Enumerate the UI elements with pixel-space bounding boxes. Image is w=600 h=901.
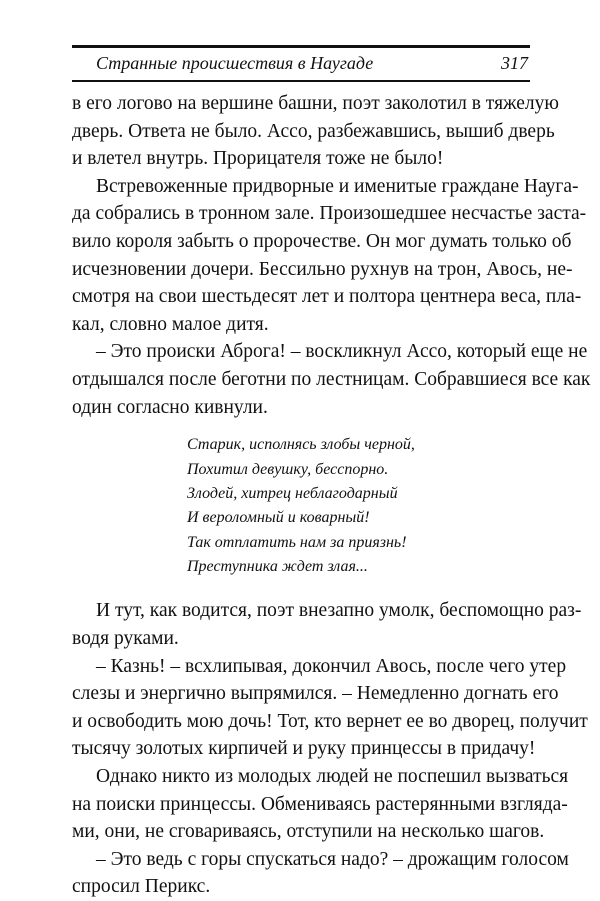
header-bottom-rule [72,80,530,82]
paragraph [72,846,569,901]
running-title: Странные происшествия в Наугаде [96,53,374,73]
text-line: отдышался после беготни по лестницам. Собравшиеся все как [72,368,591,390]
text-line: – Это ведь с горы спускаться надо? – дрожащим голосом [96,848,569,870]
paragraph [72,173,587,339]
text-line: водя руками. [72,628,179,650]
poem-line: Похитил девушку, бесспорно. [187,460,389,478]
text-line: и освободить мою дочь! Тот, кто вернет ее во дворец, получит [72,710,588,732]
text-line: ми, они, не сговариваясь, отступили на несколько шагов. [72,821,545,843]
poem-line: Злодей, хитрец неблагодарный [187,484,398,502]
text-line: И тут, как водится, поэт внезапно умолк, беспомощно раз- [96,600,582,622]
text-line: смотря на свои шестьдесят лет и полтора центнера веса, пла- [72,286,582,308]
text-line: Встревоженные придворные и именитые граждане Науга- [96,175,579,197]
poem-line: Преступника ждет злая... [187,558,368,576]
text-line: дверь. Ответа не было. Ассо, разбежавшись, вышиб дверь [72,120,555,142]
paragraph [72,90,559,173]
text-line: на поиски принцессы. Обмениваясь растерянными взгляда- [72,793,568,815]
page-number: 317 [501,53,528,73]
text-line: исчезновении дочери. Бессильно рухнув на трон, Авось, не- [72,258,573,280]
poem-line: Так отплатить нам за приязнь! [187,533,407,551]
page-body [72,90,591,901]
text-line: и влетел внутрь. Прорицателя тоже не было! [72,148,444,170]
text-line: – Казнь! – всхлипывая, докончил Авось, после чего утер [96,655,567,677]
text-line: Однако никто из молодых людей не поспешил вызваться [96,766,569,788]
header-top-rule [72,45,530,48]
text-line: да собрались в тронном зале. Произошедшее несчастье заста- [72,203,587,225]
text-line: – Это происки Аброга! – воскликнул Ассо, который еще не [96,341,588,363]
text-line: в его логово на вершине башни, поэт заколотил в тяжелую [72,93,559,114]
paragraph [72,763,569,846]
paragraph [72,597,582,652]
text-line: вило короля забыть о пророчестве. Он мог думать только об [72,230,572,252]
poem-line: Старик, исполнясь злобы черной, [187,436,415,454]
text-line: тысячу золотых кирпичей и руку принцессы в придачу! [72,738,536,760]
text-line: кал, словно малое дитя. [72,313,269,335]
paragraph [72,338,591,421]
paragraph [72,653,588,763]
poem-stanza [187,433,530,579]
text-line: один согласно кивнули. [72,396,268,418]
text-line: слезы и энергично выпрямился. – Немедленно догнать его [72,683,559,705]
text-line: спросил Перикс. [72,876,211,898]
poem-line: И вероломный и коварный! [187,509,370,527]
